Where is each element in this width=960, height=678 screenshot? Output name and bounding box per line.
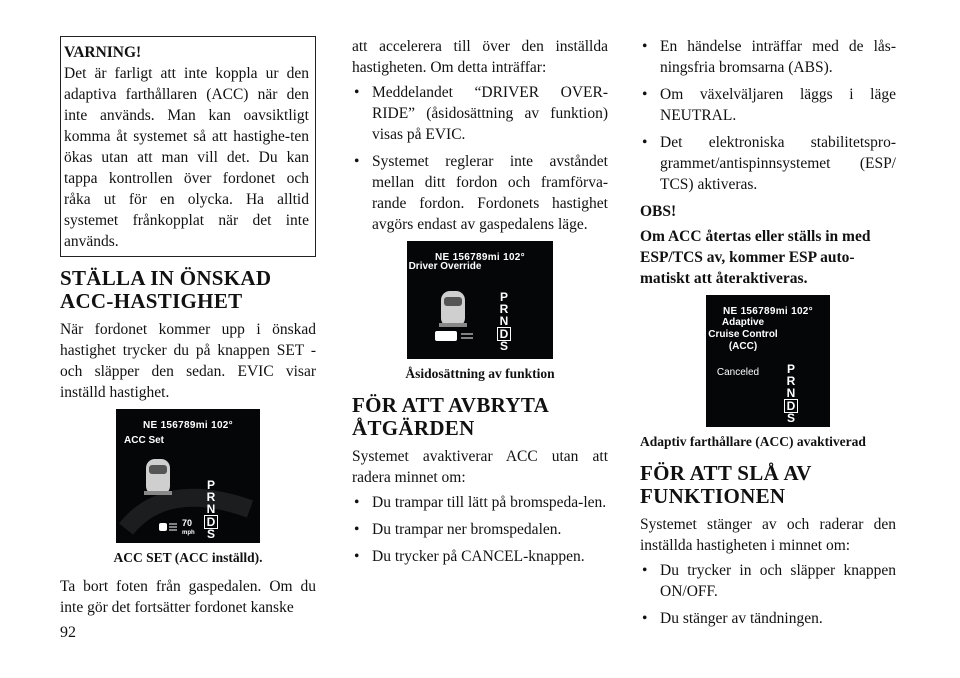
list-item: • Du stänger av tändningen. <box>640 608 896 629</box>
evic-message: ACC Set <box>124 435 165 446</box>
page-number: 92 <box>60 624 76 641</box>
section-heading-set-speed: STÄLLA IN ÖNSKAD ACC-HASTIGHET <box>60 266 272 313</box>
warning-box <box>60 36 316 257</box>
list-item: • Om växelväljaren läggs i läge NEUTRAL. <box>640 84 896 126</box>
gear-r: R <box>499 302 509 316</box>
paragraph: Systemet stänger av och raderar den inställda hastigheten i minnet om: <box>640 516 896 554</box>
car-icon <box>407 241 553 359</box>
column-3 <box>640 36 896 635</box>
following-distance-icon <box>158 521 178 533</box>
section-heading-cancel: FÖR ATT AVBRYTA ÅTGÄRDEN <box>352 393 548 440</box>
evic-display-acc-canceled <box>706 295 830 427</box>
evic-message: Driver Override <box>408 261 482 272</box>
note-label: OBS! <box>640 203 677 220</box>
gear-r: R <box>786 374 796 388</box>
gear-p: P <box>499 290 508 304</box>
gear-d: D <box>784 399 798 413</box>
paragraph: Systemet avaktiverar ACC utan att radera minnet om: <box>352 448 608 486</box>
gear-r: R <box>206 490 216 504</box>
set-speed: 70 <box>182 518 193 528</box>
warning-title: VARNING! <box>64 44 142 61</box>
gear-s: S <box>786 411 795 425</box>
section-heading-turn-off: FÖR ATT SLÅ AV FUNKTIONEN <box>640 461 812 508</box>
paragraph: att accelerera till över den inställda hastigheten. Om detta inträffar: <box>352 38 608 76</box>
gear-s: S <box>206 527 215 541</box>
list-item: • Systemet reglerar inte avståndet mellan ditt fordon och framförva-rande fordon. Fordonets hastighet avgörs endast av gaspedalens läge. <box>352 151 608 235</box>
evic-status-line: NE 156789mi 102° <box>435 252 525 263</box>
evic-display-acc-set <box>116 409 260 543</box>
list-item: • Det elektroniska stabilitetspro-grammet/antispinnsystemet (ESP/ TCS) aktiveras. <box>640 132 896 195</box>
figure-caption: ACC SET (ACC inställd). <box>113 550 263 565</box>
gear-p: P <box>786 362 795 376</box>
bullet-list <box>352 492 608 567</box>
evic-status-line: NE 156789mi 102° <box>723 306 813 317</box>
gear-n: N <box>206 502 216 516</box>
speed-unit: mph <box>182 530 195 536</box>
gear-d: D <box>497 327 511 341</box>
list-item: • Meddelandet “DRIVER OVER-RIDE” (åsidosättning av funktion) visas på EVIC. <box>352 82 608 145</box>
list-item: • Du trampar till lätt på bromspeda-len. <box>352 492 608 513</box>
evic-status-line: NE 156789mi 102° <box>143 420 233 431</box>
evic-status: Canceled <box>716 367 760 378</box>
evic-message: Adaptive Cruise Control (ACC) <box>708 317 778 352</box>
figure-caption: Åsidosättning av funktion <box>405 366 555 381</box>
paragraph: Ta bort foten från gaspedalen. Om du inte gör det fortsätter fordonet kanske <box>60 578 316 616</box>
warning-text: Det är farligt att inte koppla ur den adaptiva farthållaren (ACC) när den inte används. Man kan oavsiktligt komma åt systemet så att hastighe-ten ökas utan att man vill det. Du kan tappa kontrollen över fordonet och råka ut för en olycka. Ha alltid systemet frånkopplat när det inte används. <box>64 65 309 250</box>
bullet-list <box>352 82 608 235</box>
gear-s: S <box>499 339 508 353</box>
evic-display-driver-override <box>407 241 553 359</box>
paragraph: När fordonet kommer upp i önskad hastighet trycker du på knappen SET - och släpper den sedan. EVIC visar inställd hastighet. <box>60 321 316 401</box>
bullet-list <box>640 36 896 195</box>
figure-caption: Adaptiv farthållare (ACC) avaktiverad <box>640 434 866 449</box>
list-item: • En händelse inträffar med de lås-ningsfria bromsarna (ABS). <box>640 36 896 78</box>
note-text: Om ACC återtas eller ställs in med ESP/TCS av, kommer ESP auto-matiskt att återaktiveras. <box>640 228 871 287</box>
list-item: • Du trampar ner bromspedalen. <box>352 519 608 540</box>
gear-n: N <box>499 314 509 328</box>
list-item: • Du trycker in och släpper knappen ON/OFF. <box>640 560 896 602</box>
column-1 <box>60 36 316 622</box>
column-2 <box>352 36 608 573</box>
gear-d: D <box>204 515 218 529</box>
gear-p: P <box>206 478 215 492</box>
gear-n: N <box>786 386 796 400</box>
list-item: • Du trycker på CANCEL-knappen. <box>352 546 608 567</box>
bullet-list <box>640 560 896 629</box>
